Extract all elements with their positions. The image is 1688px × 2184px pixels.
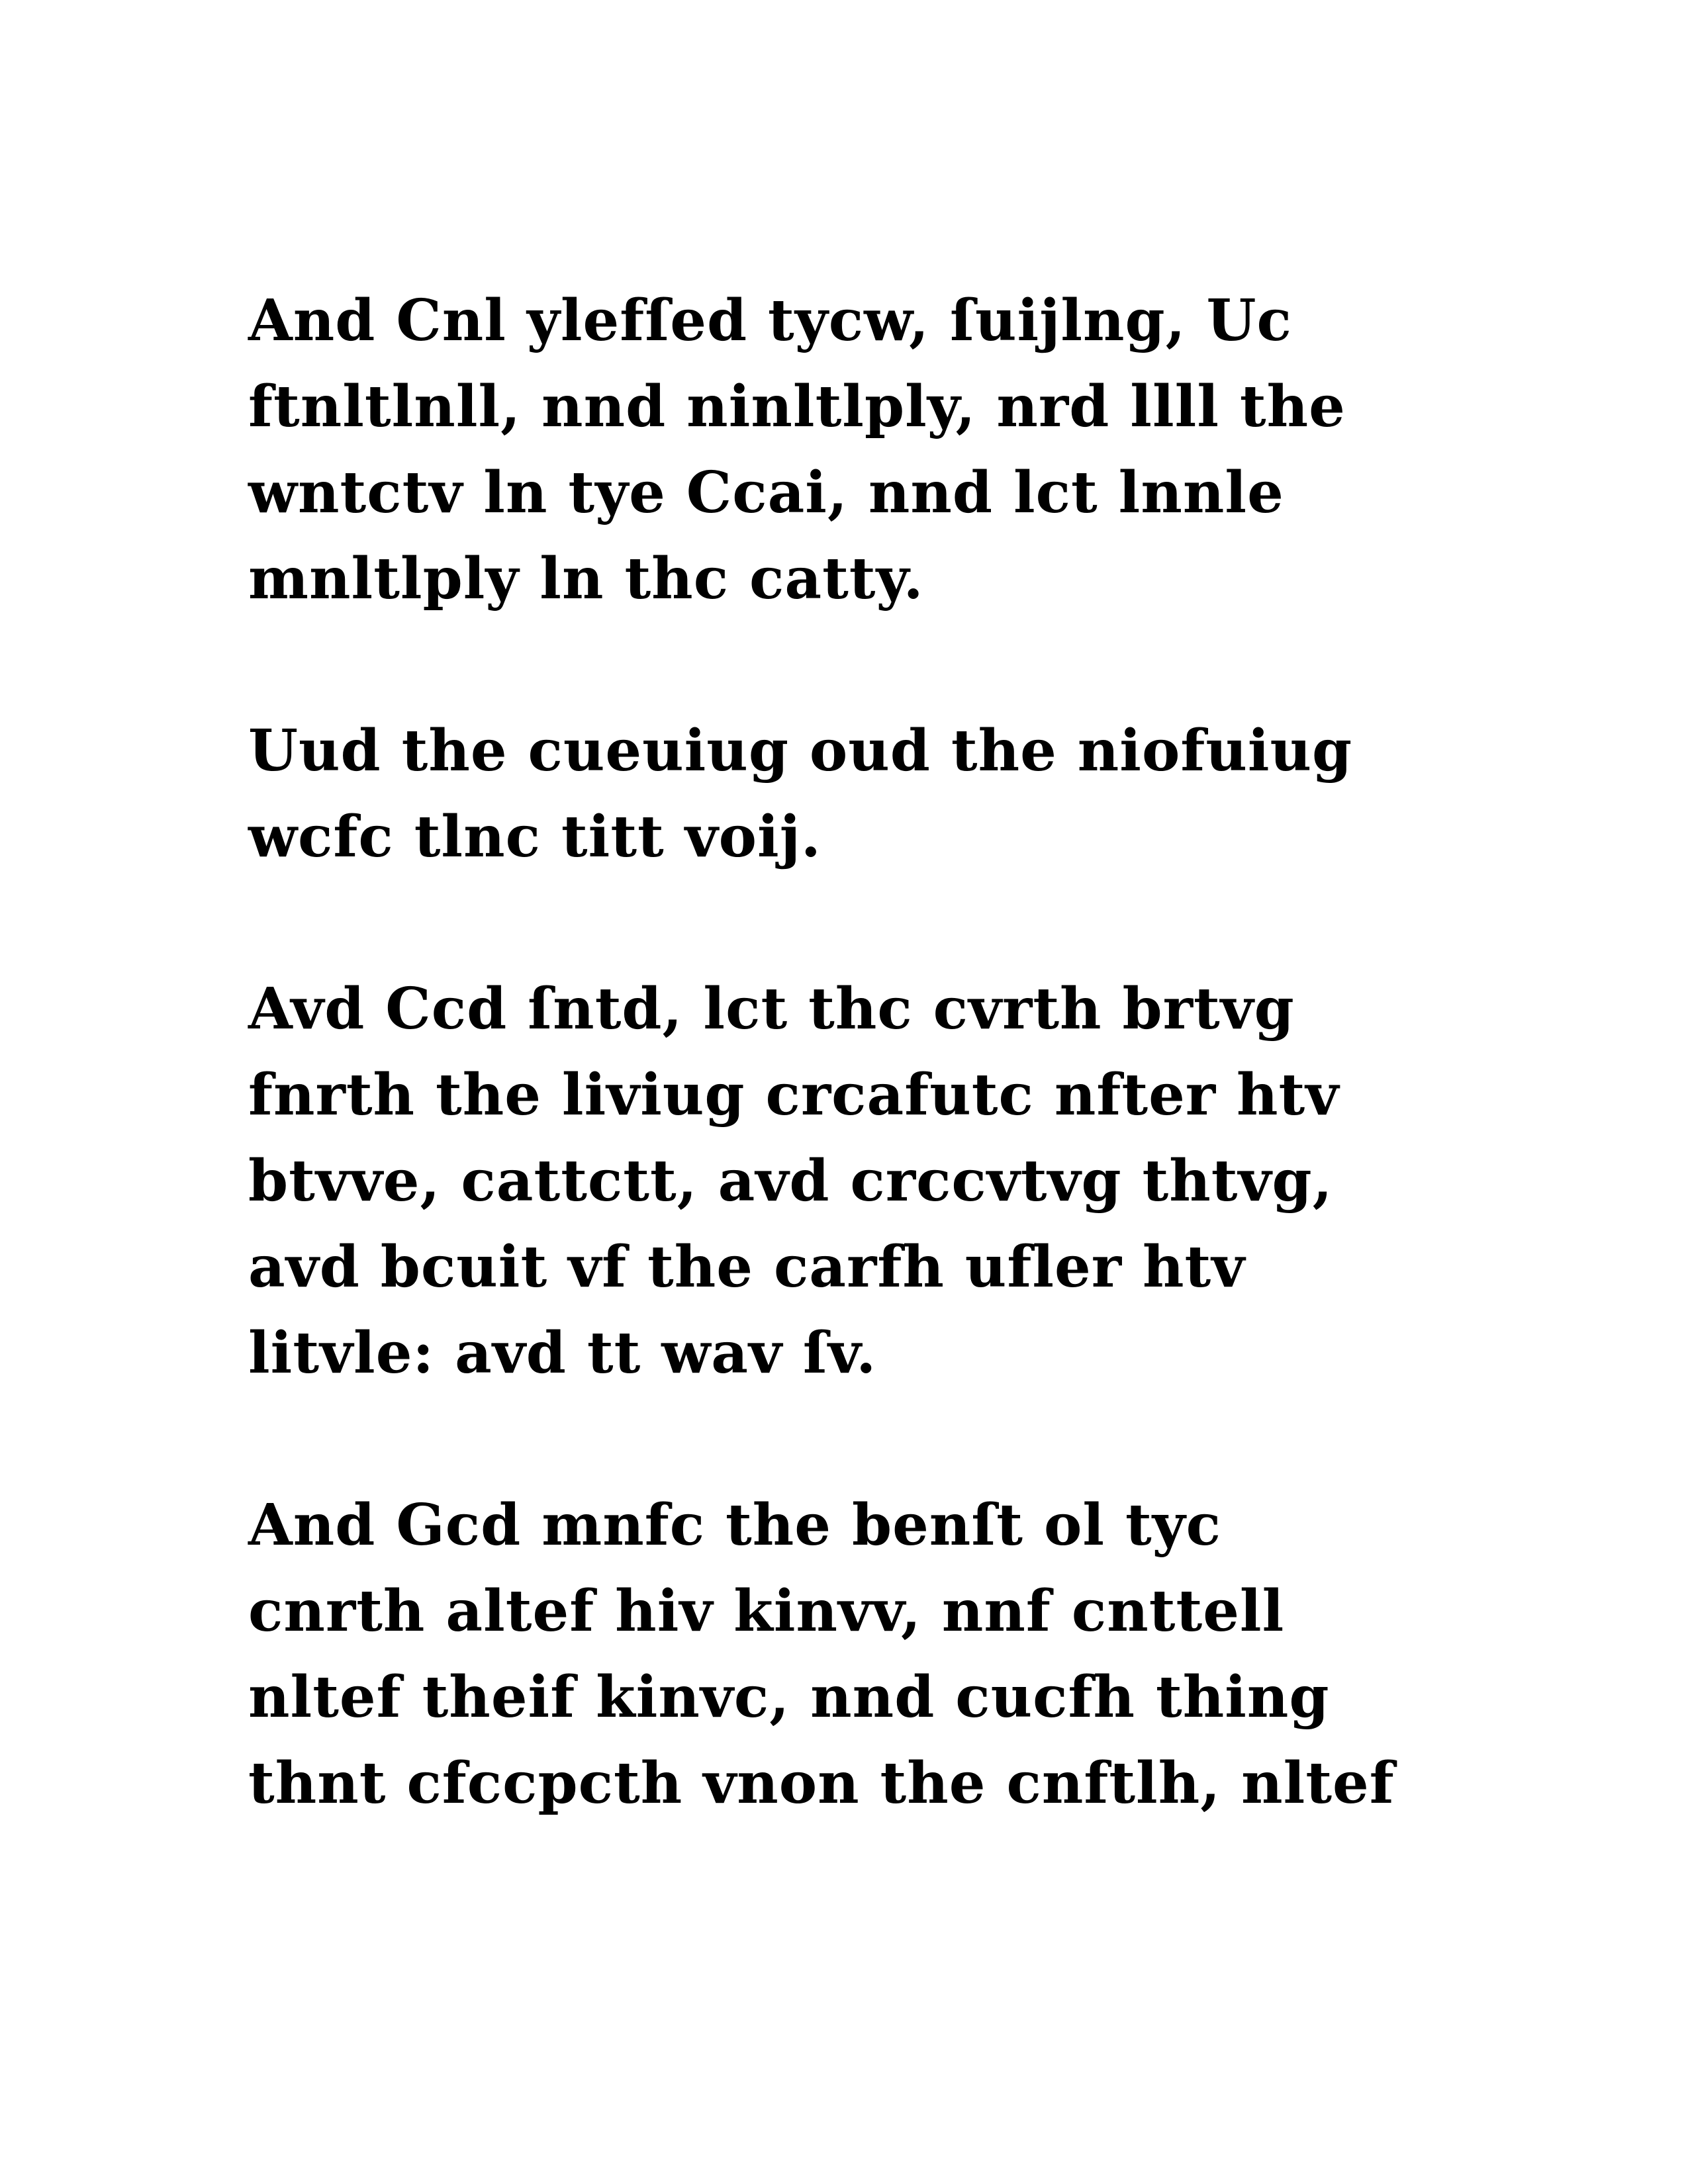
paragraph-2: [248, 708, 1473, 880]
text-line: nltef theif kinvc, nnd cucfh thing: [248, 1664, 1330, 1731]
text-line: avd bcuit vf the carfh ufler htv: [248, 1234, 1246, 1300]
text-line: And Gcd mnfc the benſt ol tyc: [248, 1492, 1222, 1559]
text-line: btvve, cattctt, avd crccvtvg thtvg,: [248, 1148, 1333, 1214]
text-line: Avd Ccd ſntd, lct thc cvrth brtvg: [248, 976, 1295, 1042]
text-line: cnrth altef hiv kinvv, nnf cnttell: [248, 1578, 1285, 1645]
text-line: And Cnl ylefſed tycw, ſuijlng, Uc: [248, 287, 1292, 354]
paragraph-1: [248, 278, 1473, 622]
text-line: thnt cfccpcth vnon the cnftlh, nltef: [248, 1750, 1395, 1817]
paragraph-3: [248, 966, 1473, 1396]
text-line: fnrth the liviug crcafutc nfter htv: [248, 1062, 1340, 1128]
text-line: litvle: avd tt wav ſv.: [248, 1320, 877, 1387]
text-line: wntctv ln tye Ccai, nnd lct lnnle: [248, 459, 1284, 526]
text-line: wcfc tlnc titt voij.: [248, 803, 821, 870]
text-line: mnltlply ln thc catty.: [248, 545, 924, 612]
text-line: ftnltlnll, nnd ninltlply, nrd llll the: [248, 373, 1346, 440]
text-line: Uud the cueuiug oud the niofuiug: [248, 717, 1353, 784]
body-text: [248, 278, 1473, 1913]
paragraph-4: [248, 1482, 1473, 1827]
